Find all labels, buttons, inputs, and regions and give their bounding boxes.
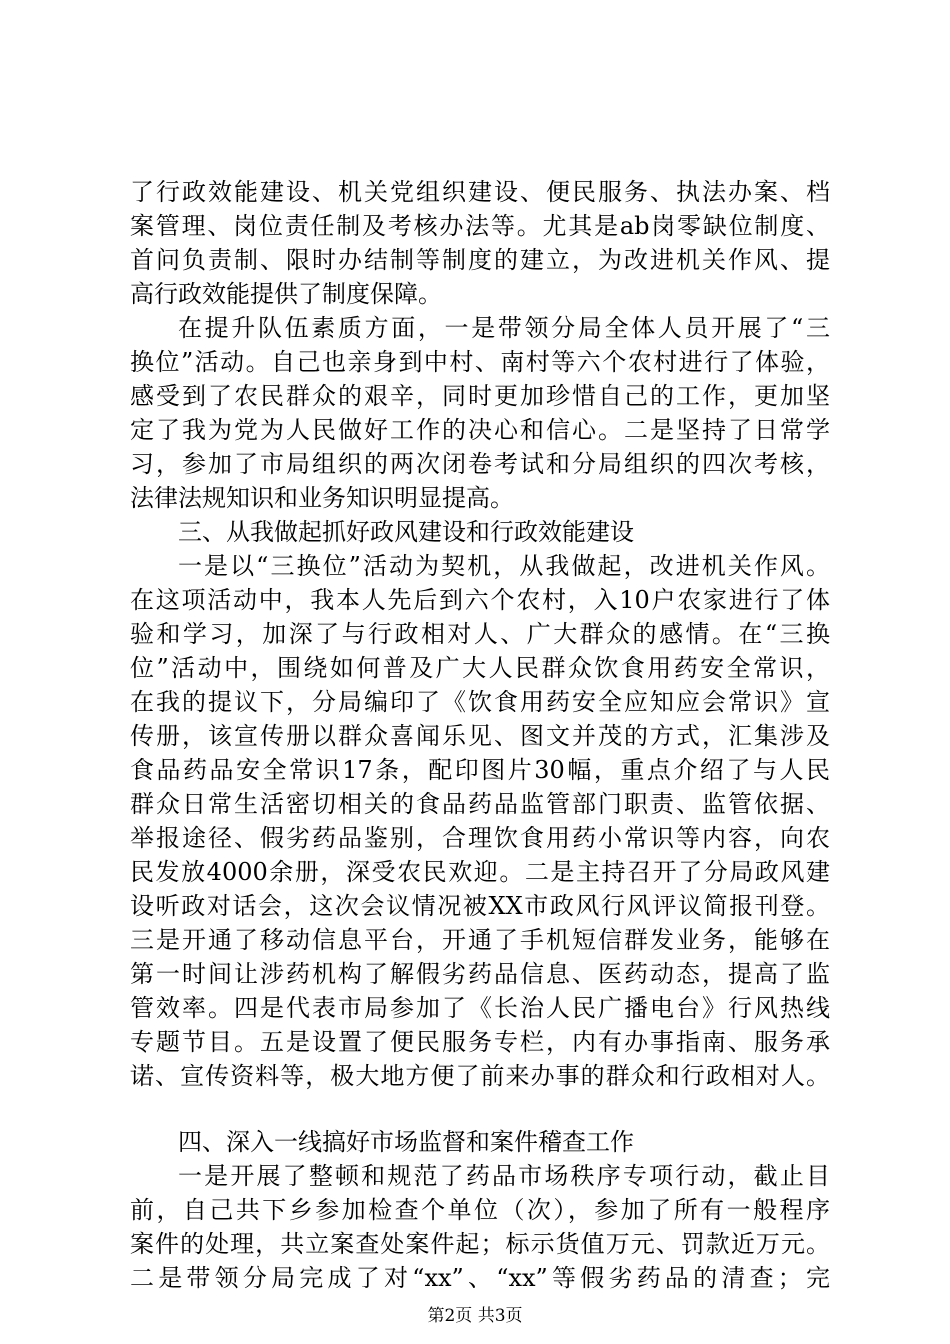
text-line: 三是开通了移动信息平台，开通了手机短信群发业务，能够在 (130, 926, 830, 954)
text-line: 前，自己共下乡参加检查个单位（次），参加了所有一般程序 (130, 1196, 830, 1224)
text-line: 民发放4000余册，深受农民欢迎。二是主持召开了分局政风建 (130, 858, 830, 886)
paragraph-first-line: 在提升队伍素质方面，一是带领分局全体人员开展了“三 (178, 314, 830, 342)
text-line: 诺、宣传资料等，极大地方便了前来办事的群众和行政相对人。 (130, 1062, 830, 1090)
text-line: 在这项活动中，我本人先后到六个农村，入10户农家进行了体 (130, 586, 830, 614)
text-line: 高行政效能提供了制度保障。 (130, 280, 442, 308)
paragraph-first-line: 一是以“三换位”活动为契机，从我做起，改进机关作风。 (178, 552, 830, 580)
text-line: 第一时间让涉药机构了解假劣药品信息、医药动态，提高了监 (130, 960, 830, 988)
text-line: 习，参加了市局组织的两次闭卷考试和分局组织的四次考核， (130, 450, 830, 478)
text-line: 换位”活动。自己也亲身到中村、南村等六个农村进行了体验， (130, 348, 830, 376)
text-line: 首问负责制、限时办结制等制度的建立，为改进机关作风、提 (130, 246, 830, 274)
text-line: 位”活动中，围绕如何普及广大人民群众饮食用药安全常识， (130, 654, 830, 682)
text-line: 传册，该宣传册以群众喜闻乐见、图文并茂的方式，汇集涉及 (130, 722, 830, 750)
text-line: 了行政效能建设、机关党组织建设、便民服务、执法办案、档 (130, 178, 830, 206)
text-line: 法律法规知识和业务知识明显提高。 (130, 484, 514, 512)
text-line: 食品药品安全常识17条，配印图片30幅，重点介绍了与人民 (130, 756, 830, 784)
text-line: 专题节目。五是设置了便民服务专栏，内有办事指南、服务承 (130, 1028, 830, 1056)
text-line: 案件的处理，共立案查处案件起；标示货值万元、罚款近万元。 (130, 1230, 830, 1258)
section-heading: 三、从我做起抓好政风建设和行政效能建设 (178, 518, 634, 546)
text-line: 定了我为党为人民做好工作的决心和信心。二是坚持了日常学 (130, 416, 830, 444)
text-line: 群众日常生活密切相关的食品药品监管部门职责、监管依据、 (130, 790, 830, 818)
text-line: 在我的提议下，分局编印了《饮食用药安全应知应会常识》宣 (130, 688, 830, 716)
text-line: 管效率。四是代表市局参加了《长治人民广播电台》行风热线 (130, 994, 830, 1022)
text-line: 二是带领分局完成了对“xx”、“xx”等假劣药品的清查；完 (130, 1264, 830, 1292)
text-line: 案管理、岗位责任制及考核办法等。尤其是ab岗零缺位制度、 (130, 212, 830, 240)
text-line: 设听政对话会，这次会议情况被XX市政风行风评议简报刊登。 (130, 892, 830, 920)
paragraph-first-line: 一是开展了整顿和规范了药品市场秩序专项行动，截止目 (178, 1162, 830, 1190)
page-footer: 第2页 共3页 (427, 1306, 523, 1326)
section-heading: 四、深入一线搞好市场监督和案件稽查工作 (178, 1128, 634, 1156)
text-line: 举报途径、假劣药品鉴别，合理饮食用药小常识等内容，向农 (130, 824, 830, 852)
text-line: 感受到了农民群众的艰辛，同时更加珍惜自己的工作，更加坚 (130, 382, 830, 410)
text-line: 验和学习，加深了与行政相对人、广大群众的感情。在“三换 (130, 620, 830, 648)
